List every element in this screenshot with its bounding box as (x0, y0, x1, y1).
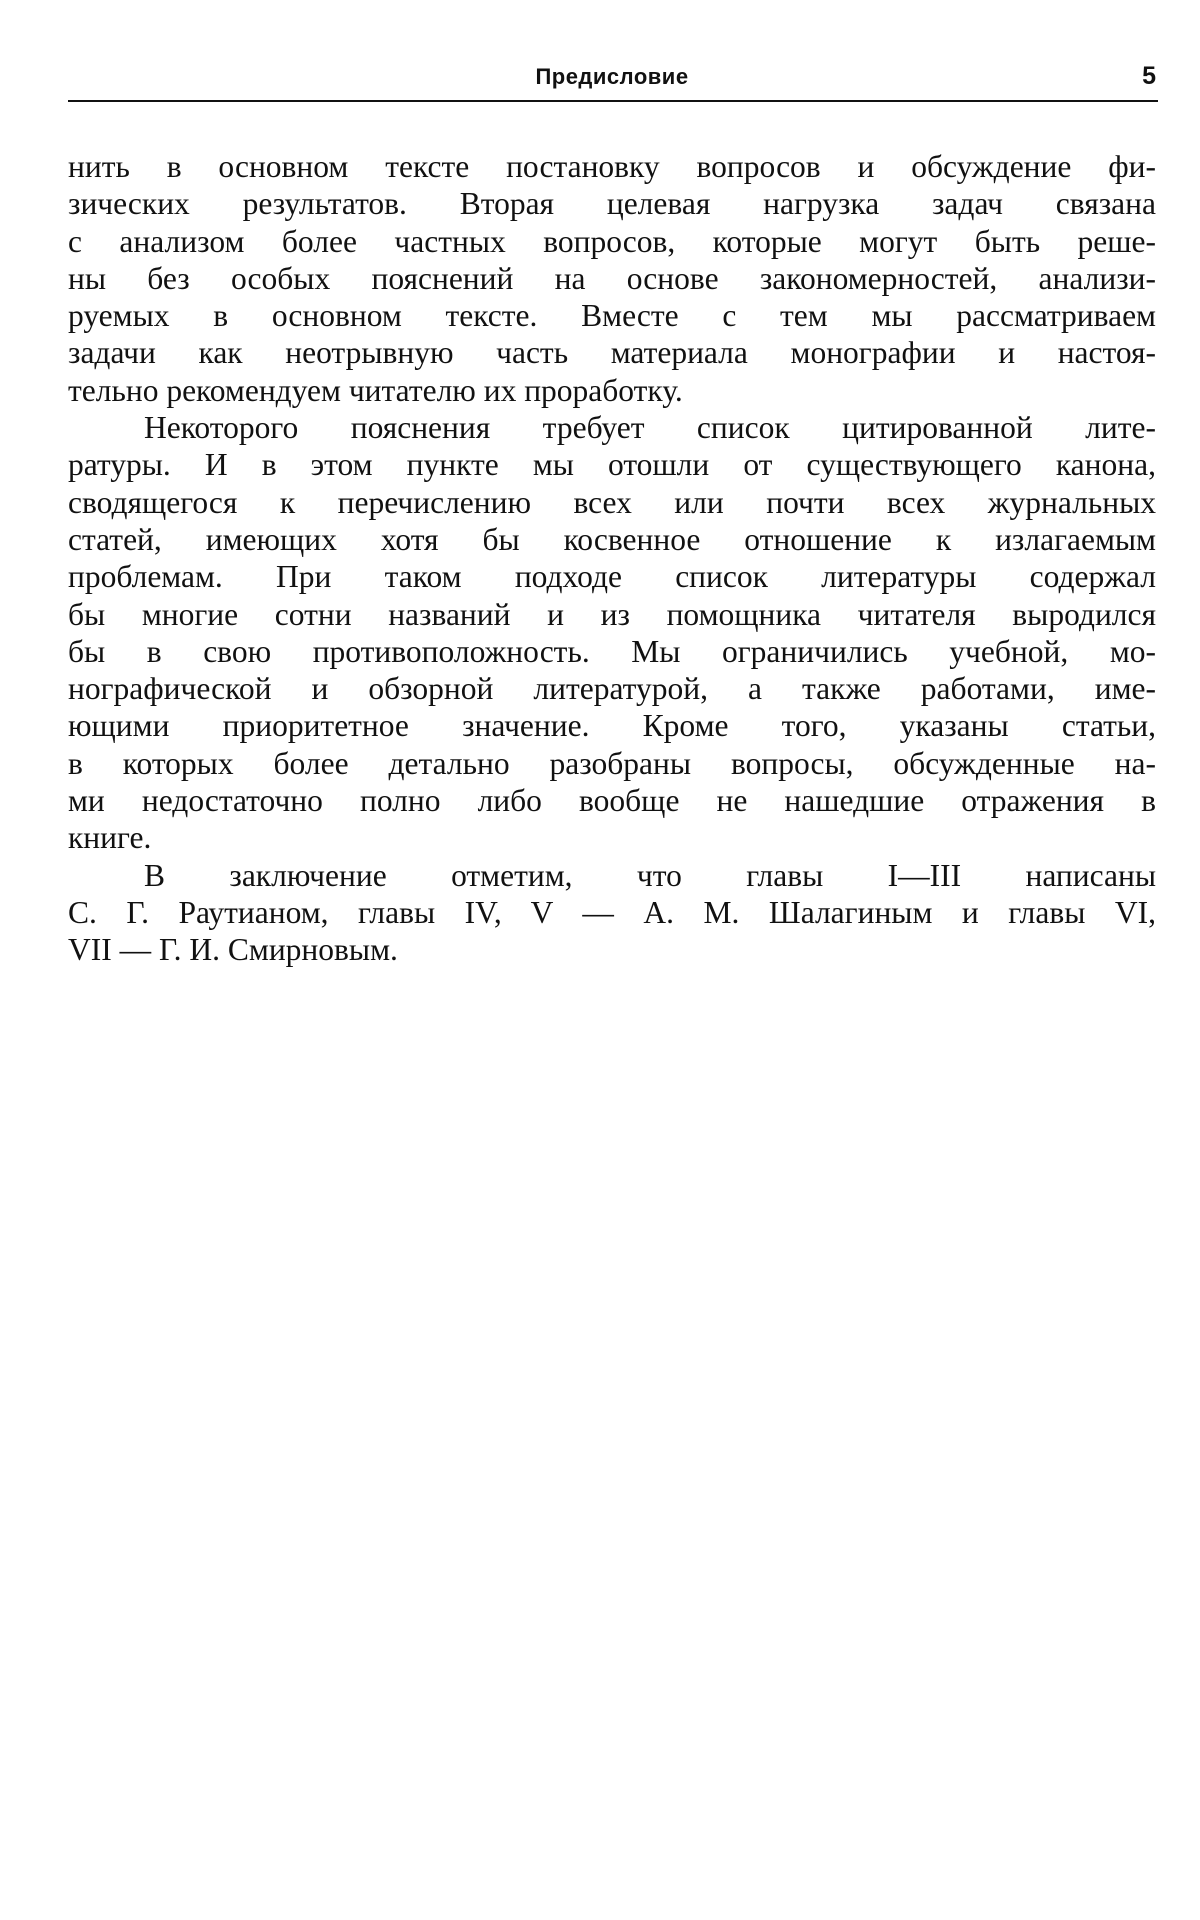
text-line: бы в свою противоположность. Мы ограничились учебной, мо- (68, 633, 1156, 669)
text-line: В заключение отметим, что главы I—III написаны (144, 857, 1156, 893)
text-line: статей, имеющих хотя бы косвенное отношение к излагаемым (68, 521, 1156, 557)
text-line: с анализом более частных вопросов, которые могут быть реше- (68, 223, 1156, 259)
text-line: нографической и обзорной литературой, а также работами, име- (68, 671, 1156, 707)
text-line: С. Г. Раутианом, главы IV, V — А. М. Шалагиным и главы VI, (68, 894, 1156, 930)
header-rule (68, 100, 1158, 102)
text-line: проблемам. При таком подходе список литературы содержал (68, 559, 1156, 595)
text-body (68, 148, 1156, 969)
text-line: ми недостаточно полно либо вообще не нашедшие отражения в (68, 783, 1156, 819)
text-line: ющими приоритетное значение. Кроме того, указаны статьи, (68, 708, 1156, 744)
running-title: Предисловие (535, 64, 689, 89)
text-line: VII — Г. И. Смирновым. (68, 932, 398, 968)
text-line: ратуры. И в этом пункте мы отошли от существующего канона, (68, 447, 1156, 483)
paragraph-authors (68, 857, 1156, 969)
page-number: 5 (1142, 62, 1156, 90)
text-line: бы многие сотни названий и из помощника читателя выродился (68, 596, 1156, 632)
paragraph-continued (68, 148, 1156, 409)
text-line: зических результатов. Вторая целевая нагрузка задач связана (68, 186, 1156, 222)
text-line: нить в основном тексте постановку вопросов и обсуждение фи- (68, 149, 1156, 184)
text-line: руемых в основном тексте. Вместе с тем мы рассматриваем (68, 298, 1156, 334)
text-line: в которых более детально разобраны вопросы, обсужденные на- (68, 745, 1156, 781)
text-line: ны без особых пояснений на основе закономерностей, анализи- (68, 260, 1156, 296)
running-header (68, 58, 1156, 98)
paragraph-bibliography (68, 409, 1156, 857)
text-line: сводящегося к перечислению всех или почти всех журнальных (68, 484, 1156, 520)
text-line: задачи как неотрывную часть материала монографии и настоя- (68, 335, 1156, 371)
text-line: Некоторого пояснения требует список цитированной лите- (144, 410, 1156, 446)
text-line: тельно рекомендуем читателю их проработку. (68, 372, 683, 408)
text-line: книге. (68, 820, 152, 856)
